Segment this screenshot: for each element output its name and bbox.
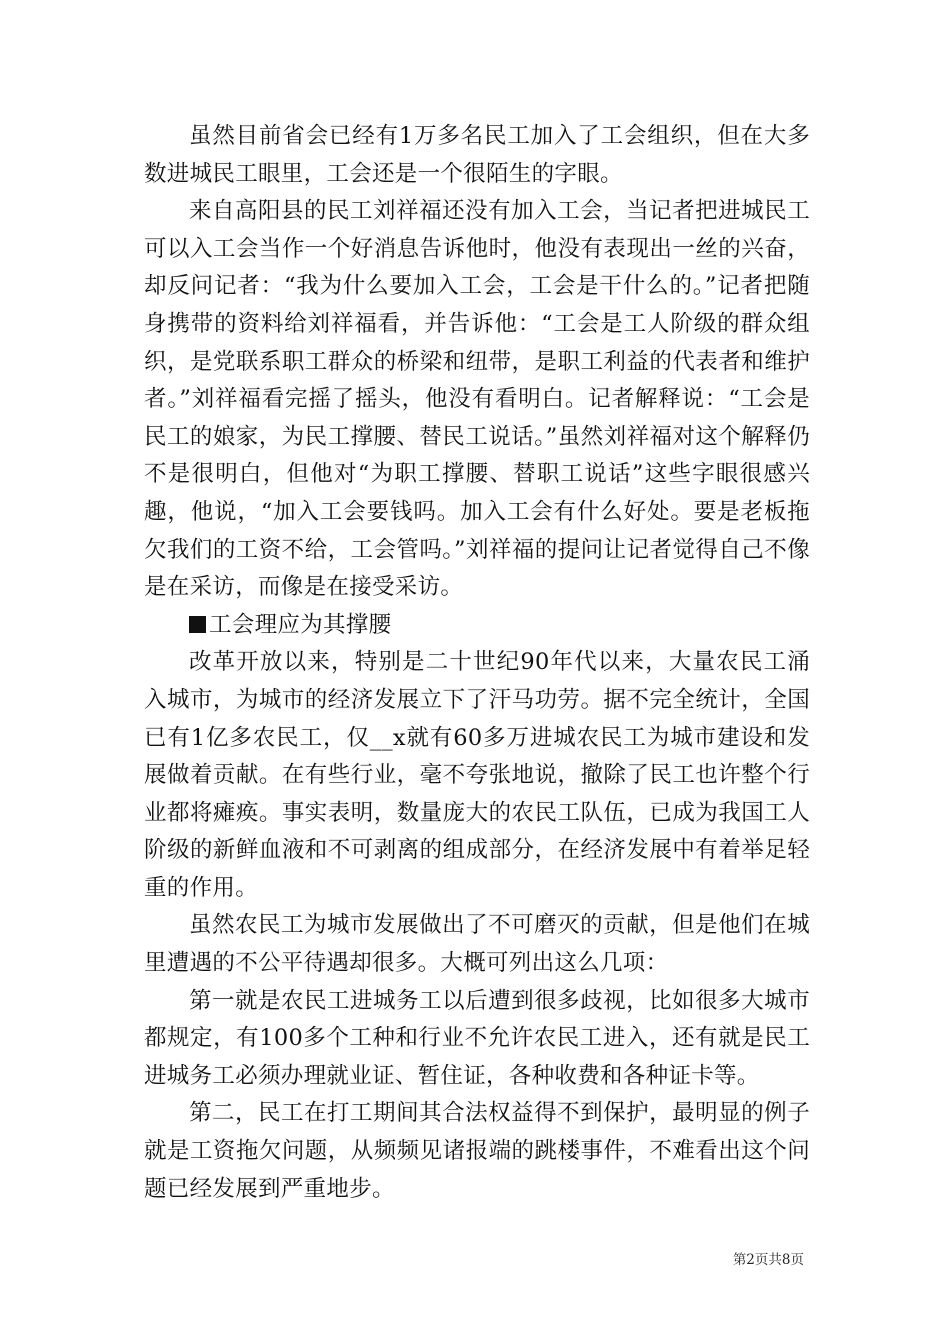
section-heading-text: 工会理应为其撑腰 — [209, 611, 392, 638]
section-heading — [144, 607, 810, 645]
page-number: 第2页共8页 — [732, 1252, 804, 1268]
paragraph: 改革开放以来，特别是二十世纪90年代以来，大量农民工涌入城市，为城市的经济发展立下了汗马功劳。据不完全统计，全国已有1亿多农民工，仅__x就有60多万进城农民工为城市建设和发展做着贡献。在有些行业，毫不夸张地说，撤除了民工也许整个行业都将瘫痪。事实表明，数量庞大的农民工队伍，已成为我国工人阶级的新鲜血液和不可剥离的组成部分，在经济发展中有着举足轻重的作用。 — [144, 649, 810, 901]
black-square-icon — [189, 616, 206, 633]
paragraph: 第一就是农民工进城务工以后遭到很多歧视，比如很多大城市都规定，有100多个工种和行业不允许农民工进入，还有就是民工进城务工必须办理就业证、暂住证，各种收费和各种证卡等。 — [144, 987, 810, 1089]
paragraph: 第二，民工在打工期间其合法权益得不到保护，最明显的例子就是工资拖欠问题，从频频见诸报端的跳楼事件，不难看出这个问题已经发展到严重地步。 — [144, 1100, 810, 1202]
paragraph: 虽然农民工为城市发展做出了不可磨灭的贡献，但是他们在城里遭遇的不公平待遇却很多。大概可列出这么几项： — [144, 912, 810, 977]
document-body — [144, 118, 810, 1208]
paragraph: 来自高阳县的民工刘祥福还没有加入工会，当记者把进城民工可以入工会当作一个好消息告诉他时，他没有表现出一丝的兴奋，却反问记者：“我为什么要加入工会，工会是干什么的。”记者把随身携带的资料给刘祥福看，并告诉他：“工会是工人阶级的群众组织，是党联系职工群众的桥梁和纽带，是职工利益的代表者和维护者。”刘祥福看完摇了摇头，他没有看明白。记者解释说：“工会是民工的娘家，为民工撑腰、替民工说话。”虽然刘祥福对这个解释仍不是很明白，但他对“为职工撑腰、替职工说话”这些字眼很感兴趣，他说，“加入工会要钱吗。加入工会有什么好处。要是老板拖欠我们的工资不给，工会管吗。”刘祥福的提问让记者觉得自己不像是在采访，而像是在接受采访。 — [144, 198, 810, 601]
paragraph: 虽然目前省会已经有1万多名民工加入了工会组织，但在大多数进城民工眼里，工会还是一个很陌生的字眼。 — [144, 123, 810, 187]
